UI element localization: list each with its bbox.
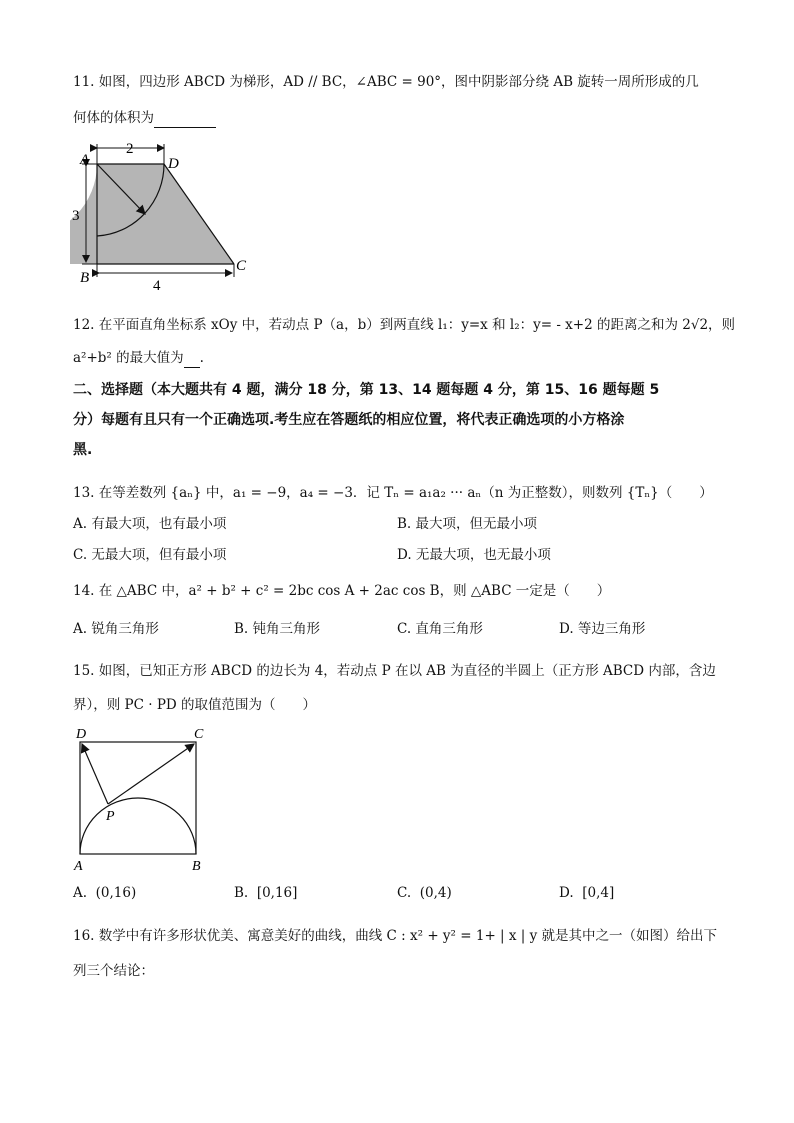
answer-blank bbox=[154, 113, 216, 128]
q15-option-b[interactable] bbox=[234, 883, 297, 903]
label-A: A bbox=[80, 152, 90, 168]
q13-option-d[interactable]: D. 无最大项，也无最小项 bbox=[397, 547, 551, 563]
label-C: C bbox=[236, 258, 247, 274]
q15-line1: 15. 如图，已知正方形 ABCD 的边长为 4，若动点 P 在以 AB 为直径的半圆上（正方形 ABCD 内部，含边 bbox=[73, 663, 716, 679]
q13-option-b[interactable]: B. 最大项，但无最小项 bbox=[397, 516, 538, 532]
label-4: 4 bbox=[153, 278, 161, 294]
label-B: B bbox=[192, 859, 201, 874]
q15-option-a-value: (0,16) bbox=[95, 885, 137, 901]
q16-line1: 16. 数学中有许多形状优美、寓意美好的曲线，曲线 C : x² + y² = 1+ | x | y 就是其中之一（如图）给出下 bbox=[73, 928, 718, 944]
label-B: B bbox=[80, 270, 90, 286]
q13-stem: 13. 在等差数列 {aₙ} 中，a₁ = −9，a₄ = −3．记 Tₙ = a₁a₂ ··· aₙ（n 为正整数），则数列 {Tₙ}（ ） bbox=[73, 485, 713, 501]
q12-line2 bbox=[73, 348, 204, 368]
q15-option-d-value: [0,4] bbox=[582, 885, 615, 901]
q12-line2-text: a²+b² 的最大值为 bbox=[73, 350, 184, 366]
q15-option-a-letter: A. bbox=[73, 885, 88, 901]
q15-line2: 界），则 PC · PD 的取值范围为（ ） bbox=[73, 697, 317, 713]
q13-option-a[interactable]: A. 有最大项，也有最小项 bbox=[73, 516, 227, 532]
section2-line1: 二、选择题（本大题共有 4 题，满分 18 分，第 13、14 题每题 4 分，第 15、16 题每题 5 bbox=[73, 382, 660, 398]
q14-option-c[interactable]: C. 直角三角形 bbox=[397, 621, 483, 637]
vector-pc bbox=[108, 744, 194, 804]
q15-option-c-letter: C. bbox=[397, 885, 412, 901]
q11-line2 bbox=[73, 108, 216, 128]
shaded-region bbox=[70, 164, 234, 264]
q11-line1: 11. 如图，四边形 ABCD 为梯形，AD // BC，∠ABC = 90°，图中阴影部分绕 AB 旋转一周所形成的几 bbox=[73, 74, 699, 90]
label-2: 2 bbox=[126, 141, 134, 157]
q11-line2-text: 何体的体积为 bbox=[73, 110, 154, 126]
section2-line2: 分）每题有且只有一个正确选项.考生应在答题纸的相应位置，将代表正确选项的小方格涂 bbox=[73, 412, 625, 428]
q15-option-b-letter: B. bbox=[234, 885, 249, 901]
label-D: D bbox=[168, 156, 179, 172]
q11-figure bbox=[70, 140, 260, 300]
q14-stem: 14. 在 △ABC 中，a² + b² + c² = 2bc cos A + 2ac cos B，则 △ABC 一定是（ ） bbox=[73, 583, 611, 599]
semicircle bbox=[80, 798, 196, 854]
q14-option-b[interactable]: B. 钝角三角形 bbox=[234, 621, 321, 637]
label-D: D bbox=[76, 727, 87, 742]
section2-line3: 黑. bbox=[73, 442, 93, 458]
q15-option-c-value: (0,4) bbox=[419, 885, 452, 901]
q14-option-a[interactable]: A. 锐角三角形 bbox=[73, 621, 159, 637]
q15-option-b-value: [0,16] bbox=[256, 885, 298, 901]
q12-line1: 12. 在平面直角坐标系 xOy 中，若动点 P（a，b）到两直线 l₁：y=x 和 l₂：y= - x+2 的距离之和为 2√2，则 bbox=[73, 317, 736, 333]
label-P: P bbox=[106, 809, 115, 824]
answer-blank bbox=[184, 353, 200, 368]
label-3: 3 bbox=[72, 208, 80, 224]
q12-line2-end: . bbox=[199, 350, 204, 366]
vector-pd bbox=[82, 744, 108, 804]
q16-line2: 列三个结论： bbox=[73, 963, 154, 979]
q15-option-d-letter: D. bbox=[559, 885, 574, 901]
q15-option-d[interactable] bbox=[559, 883, 614, 903]
q15-option-c[interactable] bbox=[397, 883, 452, 903]
q13-option-c[interactable]: C. 无最大项，但有最小项 bbox=[73, 547, 227, 563]
label-A: A bbox=[74, 859, 83, 874]
label-C: C bbox=[194, 727, 204, 742]
q14-option-d[interactable]: D. 等边三角形 bbox=[559, 621, 646, 637]
q15-option-a[interactable] bbox=[73, 883, 136, 903]
q15-figure bbox=[70, 722, 220, 874]
